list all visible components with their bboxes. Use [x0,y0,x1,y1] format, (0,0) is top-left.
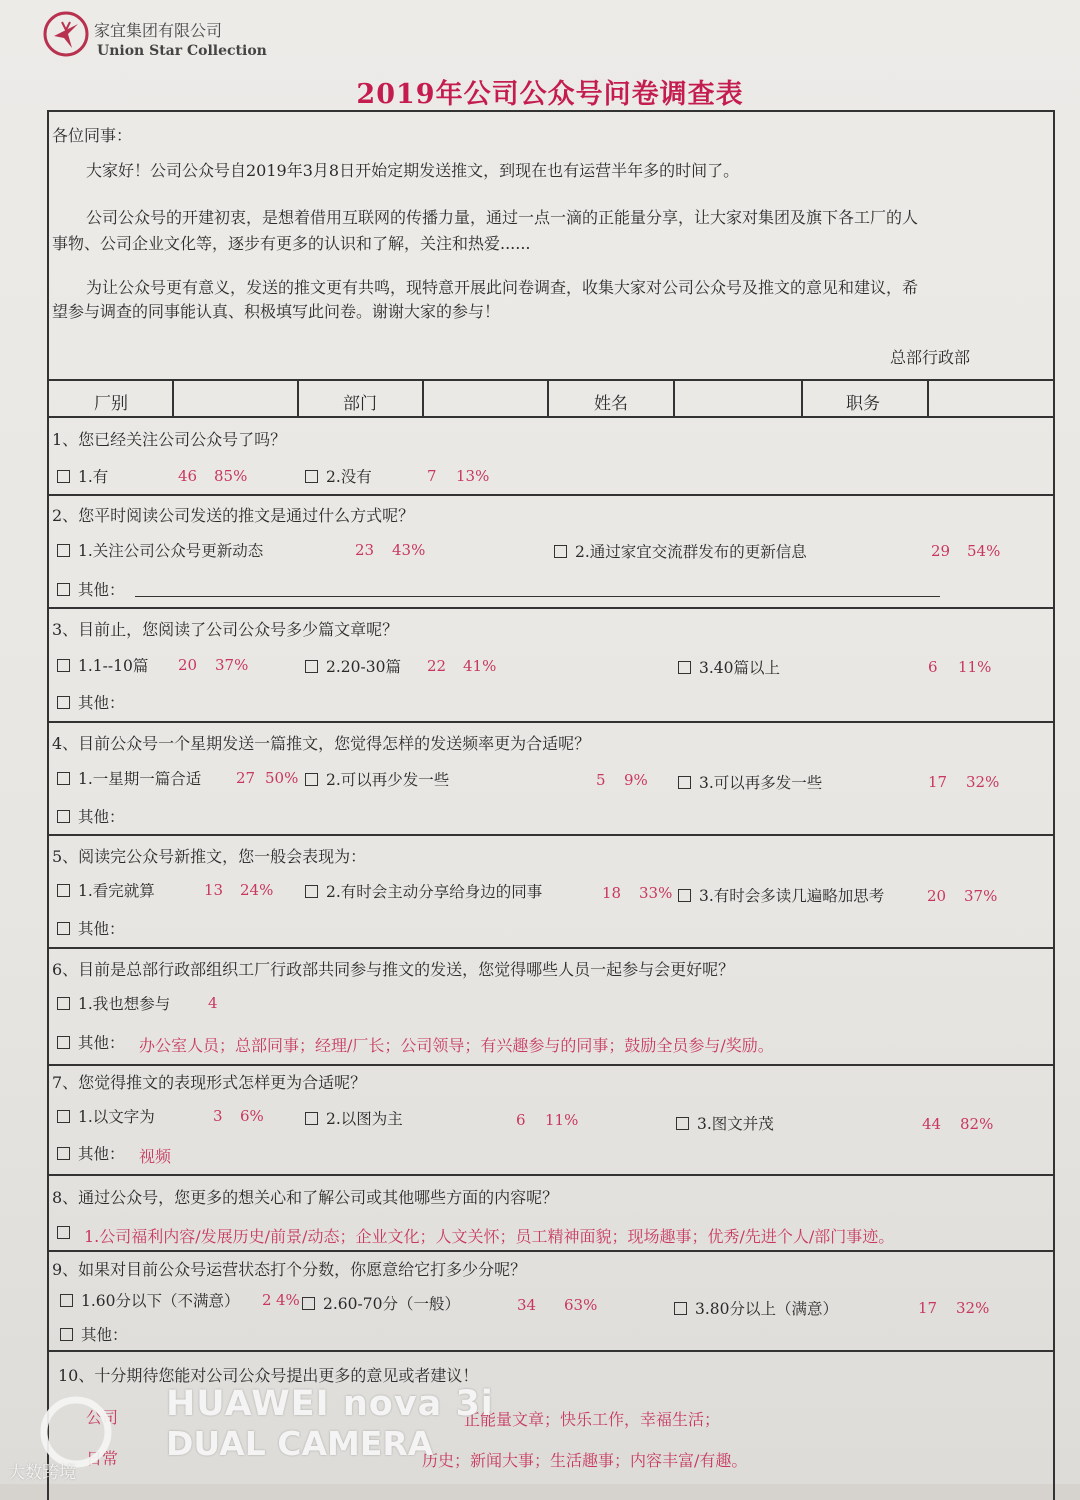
q7-other-answer: 视频 [139,1147,172,1166]
checkbox[interactable] [57,583,70,596]
q1-option-1-count: 46 [178,467,198,485]
intro-paragraph-3b: 望参与调查的同事能认真、积极填写此问卷。谢谢大家的参与！ [52,302,501,321]
divider [47,721,1055,723]
q4-other[interactable]: 其他： [57,805,125,827]
source-watermark: 大数跨境 [8,1463,76,1483]
q9-option-2-count: 34 [517,1296,537,1314]
checkbox[interactable] [57,997,70,1010]
q7-option-3-count: 44 [922,1115,942,1133]
company-name-en: Union Star Collection [97,43,267,59]
checkbox[interactable] [678,776,691,789]
checkbox[interactable] [305,773,318,786]
q3-option-2-pct: 41% [463,657,497,675]
q5-option-2-count: 18 [602,884,622,902]
q3-option-2-count: 22 [427,657,447,675]
q9-option-2[interactable]: 2.60-70分（一般） [302,1292,460,1314]
divider [422,381,424,416]
company-logo-icon [42,10,90,58]
checkbox[interactable] [57,544,70,557]
checkbox[interactable] [674,1302,687,1315]
divider [172,381,174,416]
q5-option-3-count: 20 [927,887,947,905]
q1-option-2[interactable]: 2.没有 [305,465,372,487]
question-7: 7、您觉得推文的表现形式怎样更为合适呢？ [52,1073,367,1092]
camera-watermark-model: HUAWEI nova 3i [166,1384,494,1424]
intro-paragraph-3a: 为让公众号更有意义，发送的推文更有共鸣，现特意开展此问卷调查，收集大家对公司公众号及推文的意见和建议，希 [86,278,919,297]
checkbox[interactable] [60,1328,73,1341]
checkbox[interactable] [302,1297,315,1310]
checkbox[interactable] [554,545,567,558]
divider [47,494,1055,496]
checkbox[interactable] [57,659,70,672]
q1-option-2-count: 7 [427,467,437,485]
intro-signature: 总部行政部 [890,348,971,367]
divider [297,381,299,416]
q4-option-1-count: 27 [236,769,256,787]
q2-option-2-count: 29 [931,542,951,560]
checkbox[interactable] [57,470,70,483]
checkbox[interactable] [57,1110,70,1123]
divider [47,607,1055,609]
q10-answer-line-1a: 公司 [86,1408,119,1427]
checkbox[interactable] [678,661,691,674]
q9-option-1[interactable]: 1.60分以下（不满意） [60,1289,240,1311]
q9-option-3-pct: 32% [956,1299,990,1317]
question-3: 3、目前止，您阅读了公司公众号多少篇文章呢？ [52,620,399,639]
q10-answer-line-1b: 正能量文章；快乐工作，幸福生活； [464,1410,721,1429]
q3-option-2[interactable]: 2.20-30篇 [305,655,401,677]
q4-option-2-pct: 9% [624,771,648,789]
checkbox[interactable] [305,885,318,898]
q2-option-1-pct: 43% [392,541,426,559]
question-2: 2、您平时阅读公司发送的推文是通过什么方式呢？ [52,506,415,525]
q7-option-1-count: 3 [213,1107,223,1125]
q3-option-3-pct: 11% [958,658,992,676]
position-label: 职务 [846,394,880,414]
divider [47,379,1055,381]
dept-label: 部门 [343,394,377,414]
intro-paragraph-2a: 公司公众号的开建初衷，是想着借用互联网的传播力量，通过一点一滴的正能量分享，让大家对集团及旗下各工厂的人 [86,208,919,227]
q5-option-1-count: 13 [204,881,224,899]
q3-option-1-pct: 37% [215,656,249,674]
q2-option-1[interactable]: 1.关注公司公众号更新动态 [57,539,263,561]
q4-option-1[interactable]: 1.一星期一篇合适 [57,767,201,789]
divider [47,1064,1055,1066]
question-10: 10、十分期待您能对公司公众号提出更多的意见或者建议！ [58,1366,479,1385]
checkbox[interactable] [57,772,70,785]
q10-answer-line-2a: 日常 [86,1449,119,1468]
q4-option-1-pct: 50% [265,769,299,787]
q1-option-1-pct: 85% [214,467,248,485]
checkbox[interactable] [57,922,70,935]
q2-other-blank-line[interactable] [135,596,940,597]
question-5: 5、阅读完公众号新推文，您一般会表现为： [52,847,367,866]
checkbox[interactable] [57,1226,70,1239]
q7-option-2[interactable]: 2.以图为主 [305,1107,403,1129]
page-title: 2019年公司公众号问卷调查表 [356,79,744,110]
divider [47,947,1055,949]
q5-option-3-pct: 37% [964,887,998,905]
q3-option-1[interactable]: 1.1--10篇 [57,654,148,676]
q7-option-1[interactable]: 1.以文字为 [57,1105,155,1127]
checkbox[interactable] [305,470,318,483]
q10-answer-line-2b: 历史；新闻大事；生活趣事；内容丰富/有趣。 [422,1451,748,1470]
question-8: 8、通过公众号，您更多的想关心和了解公司或其他哪些方面的内容呢？ [52,1188,559,1207]
q1-option-1[interactable]: 1.有 [57,465,108,487]
q9-option-1-pct: 4% [276,1291,300,1309]
checkbox[interactable] [57,810,70,823]
q2-option-1-count: 23 [355,541,375,559]
q7-option-2-pct: 11% [545,1111,579,1129]
name-label: 姓名 [594,394,628,414]
q3-option-1-count: 20 [178,656,198,674]
q2-other[interactable]: 其他： [57,578,125,600]
q8-answer: 1.公司福利内容/发展历史/前景/动态；企业文化；人文关怀；员工精神面貌；现场趣事；优秀/先进个人/部门事迹。 [84,1227,895,1246]
intro-greeting: 各位同事： [52,126,133,145]
checkbox[interactable] [305,660,318,673]
divider [547,381,549,416]
question-1: 1、您已经关注公司公众号了吗？ [52,430,287,449]
checkbox[interactable] [60,1294,73,1307]
camera-watermark-subtitle: DUAL CAMERA [166,1424,434,1463]
checkbox[interactable] [305,1112,318,1125]
q9-other[interactable]: 其他： [60,1323,128,1345]
q9-option-1-count: 2 [262,1291,272,1309]
divider [47,416,1055,418]
q5-option-3[interactable]: 3.有时会多读几遍略加思考 [678,884,884,906]
question-4: 4、目前公众号一个星期发送一篇推文，您觉得怎样的发送频率更为合适呢？ [52,734,591,753]
q7-option-3-pct: 82% [960,1115,994,1133]
question-9: 9、如果对目前公众号运营状态打个分数，你愿意给它打多少分呢？ [52,1260,527,1279]
q8-option-1[interactable] [57,1224,78,1242]
q4-option-3-count: 17 [928,773,948,791]
q7-option-1-pct: 6% [240,1107,264,1125]
checkbox[interactable] [57,696,70,709]
divider [47,1174,1055,1176]
checkbox[interactable] [57,1036,70,1049]
company-name-cn: 家宜集团有限公司 [94,21,223,40]
divider [47,1250,1055,1252]
divider [801,381,803,416]
q1-option-2-pct: 13% [456,467,490,485]
q5-option-2-pct: 33% [639,884,673,902]
q6-option-1[interactable]: 1.我也想参与 [57,992,170,1014]
q4-option-3-pct: 32% [966,773,1000,791]
intro-paragraph-2b: 事物、公司企业文化等，逐步有更多的认识和了解，关注和热爱...... [52,234,531,253]
q6-other[interactable]: 其他： [57,1031,125,1053]
divider [47,1350,1055,1352]
q5-option-1-pct: 24% [240,881,274,899]
q3-option-3-count: 6 [928,658,938,676]
q5-option-1[interactable]: 1.看完就算 [57,879,155,901]
checkbox[interactable] [676,1117,689,1130]
q5-other[interactable]: 其他： [57,917,125,939]
checkbox[interactable] [678,889,691,902]
q6-option-1-count: 4 [208,994,218,1012]
checkbox[interactable] [57,1147,70,1160]
q5-option-2[interactable]: 2.有时会主动分享给身边的同事 [305,880,542,902]
q7-other[interactable]: 其他： [57,1142,125,1164]
q7-option-2-count: 6 [516,1111,526,1129]
q3-option-3[interactable]: 3.40篇以上 [678,656,780,678]
checkbox[interactable] [57,884,70,897]
factory-label: 厂别 [94,394,128,414]
q6-other-answer: 办公室人员；总部同事；经理/厂长；公司领导；有兴趣参与的同事；鼓励全员参与/奖励。 [139,1036,774,1055]
divider [927,381,929,416]
q7-option-3[interactable]: 3.图文并茂 [676,1112,774,1134]
q4-option-2-count: 5 [596,771,606,789]
q9-option-3[interactable]: 3.80分以上（满意） [674,1297,838,1319]
q3-other[interactable]: 其他： [57,691,125,713]
divider [673,381,675,416]
intro-paragraph-1: 大家好！公司公众号自2019年3月8日开始定期发送推文，到现在也有运营半年多的时间了。 [86,161,740,180]
question-6: 6、目前是总部行政部组织工厂行政部共同参与推文的发送，您觉得哪些人员一起参与会更好呢？ [52,960,735,979]
q4-option-3[interactable]: 3.可以再多发一些 [678,771,822,793]
q4-option-2[interactable]: 2.可以再少发一些 [305,768,449,790]
q2-option-2-pct: 54% [967,542,1001,560]
q9-option-3-count: 17 [918,1299,938,1317]
q9-option-2-pct: 63% [564,1296,598,1314]
divider [47,834,1055,836]
q2-option-2[interactable]: 2.通过家宜交流群发布的更新信息 [554,540,807,562]
